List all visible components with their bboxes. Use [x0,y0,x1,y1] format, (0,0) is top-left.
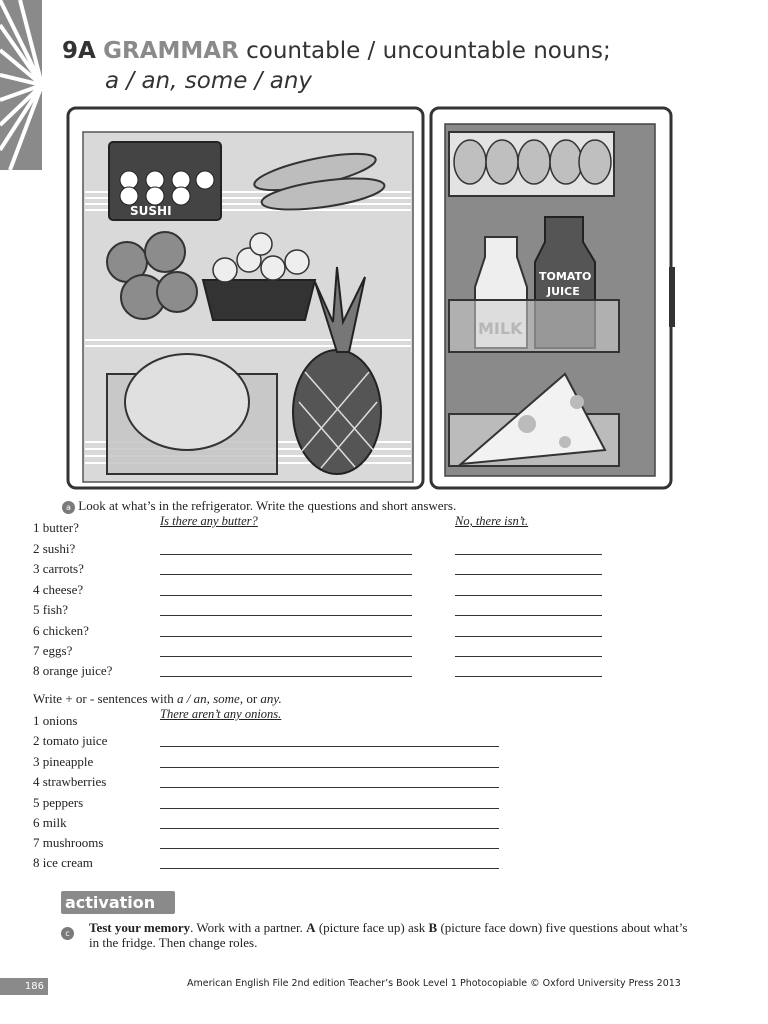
sunburst-decoration [0,0,42,170]
short-answer-line[interactable] [455,574,602,575]
example-answer: No, there isn’t. [455,514,529,528]
activation-a: A [306,920,316,935]
sentence-line[interactable] [160,828,499,829]
exercise-b-label: 3 pineapple [33,754,94,769]
short-answer-line[interactable] [455,636,602,637]
question-answer-line[interactable] [160,574,412,575]
short-answer-line[interactable] [455,656,602,657]
short-answer-line[interactable] [455,554,602,555]
title-subtitle: a / an, some / any [105,68,313,94]
question-answer-line[interactable] [160,676,412,677]
exercise-a-label: 5 fish? [33,602,69,617]
activation-text-2: (picture face up) ask [315,920,429,935]
question-answer-line[interactable] [160,656,412,657]
sentence-line[interactable] [160,848,499,849]
sentence-line[interactable] [160,767,499,768]
exercise-b-instruction-italic: a / an, some, [176,691,244,706]
exercise-b-instruction-mid: or [243,691,261,706]
grammar-label: GRAMMAR [103,38,239,64]
juice-label-2: JUICE [547,285,580,298]
activation-bold: Test your memory [89,920,191,935]
exercise-b-label: 6 milk [33,815,67,830]
exercise-a-instruction-text: Look at what’s in the refrigerator. Write the questions and short answers. [78,498,457,513]
juice-label-1: TOMATO [539,270,592,283]
activation-b: B [428,920,438,935]
activation-text-1: . Work with a partner. [190,920,307,935]
short-answer-line[interactable] [455,615,602,616]
activation-text [89,920,689,950]
activation-heading: activation [61,891,175,914]
example-sentence: There aren’t any onions. [160,707,282,721]
sentence-line[interactable] [160,868,499,869]
sentence-line[interactable] [160,787,499,788]
question-answer-line[interactable] [160,554,412,555]
exercise-b-instruction-italic2: any. [260,691,282,706]
example-question: Is there any butter? [160,514,258,528]
exercise-b-label: 5 peppers [33,795,84,810]
short-answer-line[interactable] [455,676,602,677]
page-title [62,36,611,96]
sentence-line[interactable] [160,746,499,747]
exercise-b-instruction [33,691,282,707]
exercise-a-label: 6 chicken? [33,623,89,638]
unit-number: 9A [62,38,96,64]
exercise-a-label: 7 eggs? [33,643,73,658]
footer-credit: American English File 2nd edition Teacher’s Book Level 1 Photocopiable © Oxford University Press 2013 [187,978,681,989]
question-answer-line[interactable] [160,615,412,616]
exercise-a-label: 1 butter? [33,520,79,535]
activation-text-3: (picture face down) five questions about what’s in the fridge. Then change roles. [89,920,688,950]
question-answer-line[interactable] [160,636,412,637]
exercise-b-label: 7 mushrooms [33,835,104,850]
exercise-b-label: 4 strawberries [33,774,107,789]
exercise-a-label: 2 sushi? [33,541,76,556]
exercise-a-label: 4 cheese? [33,582,84,597]
exercise-b-instruction-text: Write + or - sentences with [33,691,177,706]
exercise-a-instruction [62,498,456,514]
title-rest: countable / uncountable nouns; [238,38,611,64]
short-answer-line[interactable] [455,595,602,596]
exercise-b-label: 1 onions [33,713,78,728]
refrigerator-illustration [65,102,675,490]
exercise-a-marker: a [62,501,75,514]
exercise-b-label: 8 ice cream [33,855,93,870]
activation-marker: c [61,927,74,940]
sentence-line[interactable] [160,808,499,809]
exercise-b-label: 2 tomato juice [33,733,108,748]
exercise-a-label: 3 carrots? [33,561,84,576]
sushi-label: SUSHI [130,204,172,218]
exercise-a-label: 8 orange juice? [33,663,113,678]
page-number: 186 [0,978,48,995]
question-answer-line[interactable] [160,595,412,596]
